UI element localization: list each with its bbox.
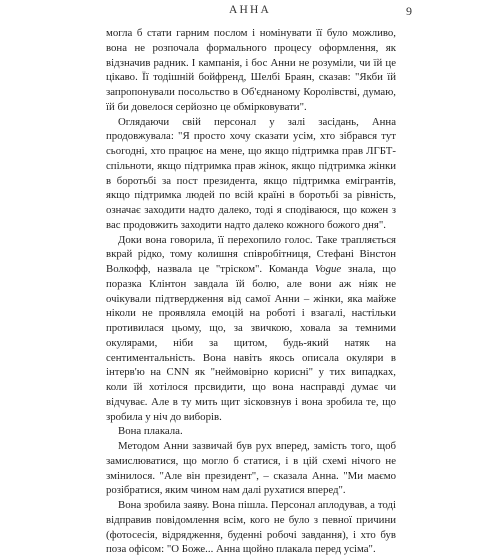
- running-title: АННА: [228, 4, 272, 16]
- running-head: [0, 4, 500, 22]
- paragraph-1: могла б стати гарним послом і номінувати її було можливо, вона не розпочала формального процесу оформлення, як відзначив радник. І кампанія, і бос Анни не розуміли, чи їй це цікаво. Її тодішній бойфренд, Шелбі Браян, сказав: "Якби їй запропонували посольство в Об'єднаному Королівстві, думаю, їй би довелося серйозно це обмірковувати".: [106, 27, 396, 113]
- body-text: [106, 26, 396, 557]
- paragraph-4: Вона плакала.: [118, 425, 183, 438]
- paragraph-6: Вона зробила заяву. Вона пішла. Персонал аплодував, а тоді відправив повідомлення всім, кого не було з певної причини (фотосесія, відрядження, буденні робочі завдання), і хто був поза офісом: "О Боже... Анна щойно плакала перед усіма".: [106, 499, 396, 556]
- paragraph-2: Оглядаючи свій персонал у залі засідань, Анна продовжувала: "Я просто хочу сказати усім, хто зібрався тут сьогодні, хто працює на мене, що якщо підтримка прав ЛГБТ-спільноти, якщо підтримка прав жінок, якщо підтримка жінки в боротьбі за пост президента, якщо підтримка емігрантів, якщо підтримка людей по всій країні в боротьбі за рівність, означає заходити надто далеко, тоді я сподіваюся, що кожен з вас продовжить заходити надто далеко кожного божого дня".: [106, 115, 396, 231]
- paragraph-3-text-b: знала, що поразка Клінтон завдала їй болю, але вони аж ніяк не очікували підтвердження від самої Анни – жінки, яка майже ніколи не проявляла емоцій на роботі і взагалі, настільки противилася цьому, що, за звичкою, ховала за темними окулярами, ніби за щитом, будь-який натяк на сентиментальність. Вона навіть якось описала окуляри в інтерв'ю на CNN як "неймовірно корисні" у тих випадках, коли їй хотілося прсвидити, що вона насправді думає чи відчуває. Але в ту мить щит зісковзнув і вона зробила те, що зробила у ніч до виборів.: [106, 263, 396, 423]
- paragraph-3-text-a: Доки вона говорила, її перехопило голос. Таке трапляється вкрай рідко, тому колишня співробітниця, Стефані Вінстон Волкофф, назвала це "тріском". Команда: [106, 233, 396, 275]
- paragraph-5: Методом Анни зазвичай був рух вперед, замість того, щоб замислюватися, що могло б статися, і в цій схемі нічого не змінилося. "Але він президент", – сказала Анна. "Ми маємо розібратися, яким чином нам далі рухатися вперед".: [106, 440, 396, 497]
- paragraph-3: [106, 233, 396, 425]
- page-number: 9: [406, 4, 412, 18]
- vogue-italic: Vogue: [314, 263, 342, 275]
